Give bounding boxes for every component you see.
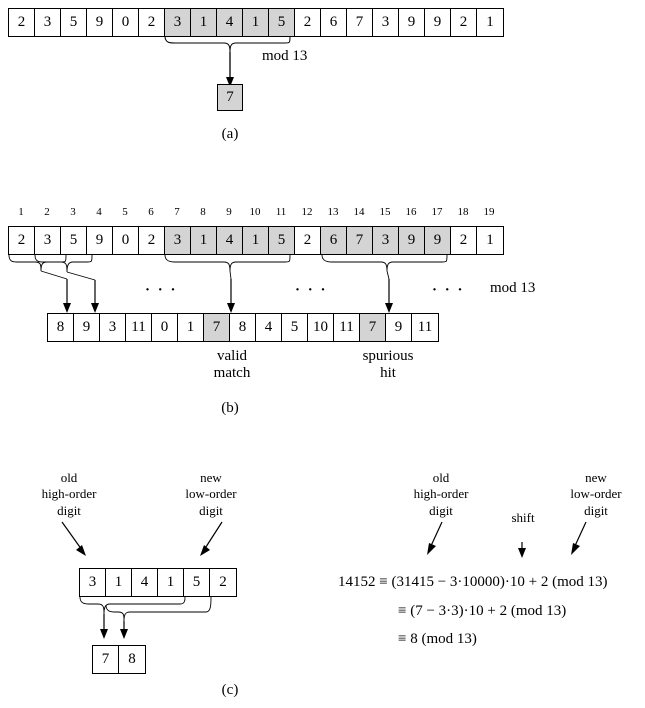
panel-b-value-cell: 11 [412,314,438,341]
panel-b-index: 17 [431,206,443,218]
panel-c-result-cell: 8 [119,646,145,673]
panel-b-spurious-line2: hit [380,365,396,381]
panel-b [0,200,645,425]
panel-a-cell: 9 [425,9,451,36]
panel-b-value-cell: 8 [48,314,74,341]
panel-c-shift-label: shift [511,510,535,525]
panel-b-index: 13 [327,206,339,218]
panel-c-label-arrows [0,520,320,570]
panel-c-new-label-left-line3: digit [199,502,223,518]
panel-b-cell: 2 [9,227,35,254]
panel-c-cell: 1 [106,569,132,596]
panel-a-cell: 5 [61,9,87,36]
panel-a-cell: 2 [9,9,35,36]
panel-b-cell: 2 [451,227,477,254]
panel-c-old-label-left [24,470,114,519]
panel-c-new-label-right [551,470,641,519]
panel-a-cell: 2 [295,9,321,36]
panel-a-cell: 0 [113,9,139,36]
panel-b-index: 4 [96,206,102,218]
panel-a-cell: 1 [243,9,269,36]
panel-b-index: 10 [249,206,261,218]
panel-c-old-label-right-line2: high-order [413,486,469,502]
panel-b-value-cell: 3 [100,314,126,341]
panel-b-index: 19 [483,206,495,218]
panel-c-equation-1: 14152 ≡ (31415 − 3·10000)·10 + 2 (mod 13) [338,574,608,590]
panel-b-cell: 3 [35,227,61,254]
panel-b-valid-match [182,348,282,382]
panel-c-cell: 2 [210,569,236,596]
panel-b-value-cell: 0 [152,314,178,341]
panel-b-value-cell: 11 [126,314,152,341]
panel-b-cell: 6 [321,227,347,254]
panel-a-cell: 3 [35,9,61,36]
panel-a-cell: 3 [373,9,399,36]
panel-a-cell: 2 [139,9,165,36]
panel-a-cell: 4 [217,9,243,36]
panel-b-value-cell: 10 [308,314,334,341]
panel-b-index: 7 [174,206,180,218]
panel-a-cell: 7 [347,9,373,36]
panel-b-value-cell: 4 [256,314,282,341]
panel-a-cell: 2 [451,9,477,36]
panel-b-index: 6 [148,206,154,218]
panel-b-cell: 3 [165,227,191,254]
panel-b-cell: 7 [347,227,373,254]
panel-b-spurious-hit [338,348,438,382]
panel-c-new-label-left [166,470,256,519]
panel-a-cell: 5 [269,9,295,36]
panel-b-value-cell: 7 [204,314,230,341]
panel-b-valid-match-line2: match [213,365,251,381]
panel-a-mod-label: mod 13 [262,48,308,64]
panel-b-ellipsis-3: · · · [432,282,465,298]
panel-b-caption: (b) [221,400,239,416]
panel-a-cell: 1 [477,9,503,36]
panel-c-old-label-right-line1: old [432,470,450,485]
panel-b-index: 1 [18,206,24,218]
panel-c-old-label-left-line1: old [60,470,78,485]
panel-c-caption: (c) [221,682,239,698]
panel-b-cell: 2 [139,227,165,254]
panel-b-index: 3 [70,206,76,218]
panel-a-cell: 3 [165,9,191,36]
panel-b-index: 11 [275,206,287,218]
panel-b-index: 8 [200,206,206,218]
panel-b-cell: 4 [217,227,243,254]
panel-b-index: 5 [122,206,128,218]
panel-c [0,460,645,708]
panel-c-cell: 4 [132,569,158,596]
panel-b-value-cell: 5 [282,314,308,341]
panel-a-brace-arrow [0,34,645,94]
panel-b-index: 12 [301,206,313,218]
panel-b-index: 15 [379,206,391,218]
panel-a-cell: 9 [399,9,425,36]
panel-b-value-cell: 9 [386,314,412,341]
panel-b-cell: 9 [399,227,425,254]
panel-a-result: 7 [217,84,243,111]
panel-b-cell: 0 [113,227,139,254]
panel-b-spurious-line1: spurious [362,348,414,364]
panel-a-caption: (a) [221,126,239,142]
panel-c-equation-3: ≡ 8 (mod 13) [398,631,477,647]
panel-c-equations [338,568,608,654]
panel-c-cell: 1 [158,569,184,596]
panel-b-cell: 5 [269,227,295,254]
panel-b-index: 18 [457,206,469,218]
panel-b-cell: 9 [87,227,113,254]
panel-b-value-cell: 8 [230,314,256,341]
panel-b-cell: 3 [373,227,399,254]
panel-c-cell: 5 [184,569,210,596]
panel-b-value-cell: 7 [360,314,386,341]
panel-b-cell: 1 [243,227,269,254]
panel-b-index: 9 [226,206,232,218]
panel-b-cell: 2 [295,227,321,254]
panel-c-new-label-right-line2: low-order [570,486,622,502]
panel-c-new-label-right-line3: digit [584,502,608,518]
panel-c-new-label-right-line1: new [585,470,607,485]
panel-b-valid-match-line1: valid [217,348,247,364]
panel-a-cell: 1 [191,9,217,36]
panel-c-new-label-left-line2: low-order [185,486,237,502]
panel-b-value-cell: 11 [334,314,360,341]
panel-a-strip [8,8,504,37]
panel-c-result-strip [92,645,146,674]
panel-a-cell: 6 [321,9,347,36]
panel-b-index: 2 [44,206,50,218]
panel-b-cell: 9 [425,227,451,254]
panel-b-cell: 5 [61,227,87,254]
panel-b-ellipsis-1: · · · [145,282,178,298]
panel-c-result-cell: 7 [93,646,119,673]
panel-b-value-cell: 9 [74,314,100,341]
panel-b-cell: 1 [477,227,503,254]
panel-c-old-label-left-line2: high-order [41,486,97,502]
panel-b-index: 14 [353,206,365,218]
panel-c-right-arrows [330,522,645,572]
panel-c-braces [0,595,340,655]
panel-b-ellipsis-2: · · · [295,282,328,298]
panel-c-cell: 3 [80,569,106,596]
panel-c-old-label-right [396,470,486,519]
panel-b-cell: 1 [191,227,217,254]
panel-b-value-cell: 1 [178,314,204,341]
panel-b-index: 16 [405,206,417,218]
panel-c-old-label-left-line3: digit [57,502,81,518]
panel-c-new-label-left-line1: new [200,470,222,485]
panel-c-strip [79,568,237,597]
panel-a-cell: 9 [87,9,113,36]
panel-c-old-label-right-line3: digit [429,502,453,518]
panel-b-mod-label: mod 13 [490,280,536,296]
panel-c-equation-2: ≡ (7 − 3·3)·10 + 2 (mod 13) [398,602,567,619]
panel-b-values-strip [47,313,439,342]
panel-a [0,0,645,145]
panel-b-strip [8,226,504,255]
